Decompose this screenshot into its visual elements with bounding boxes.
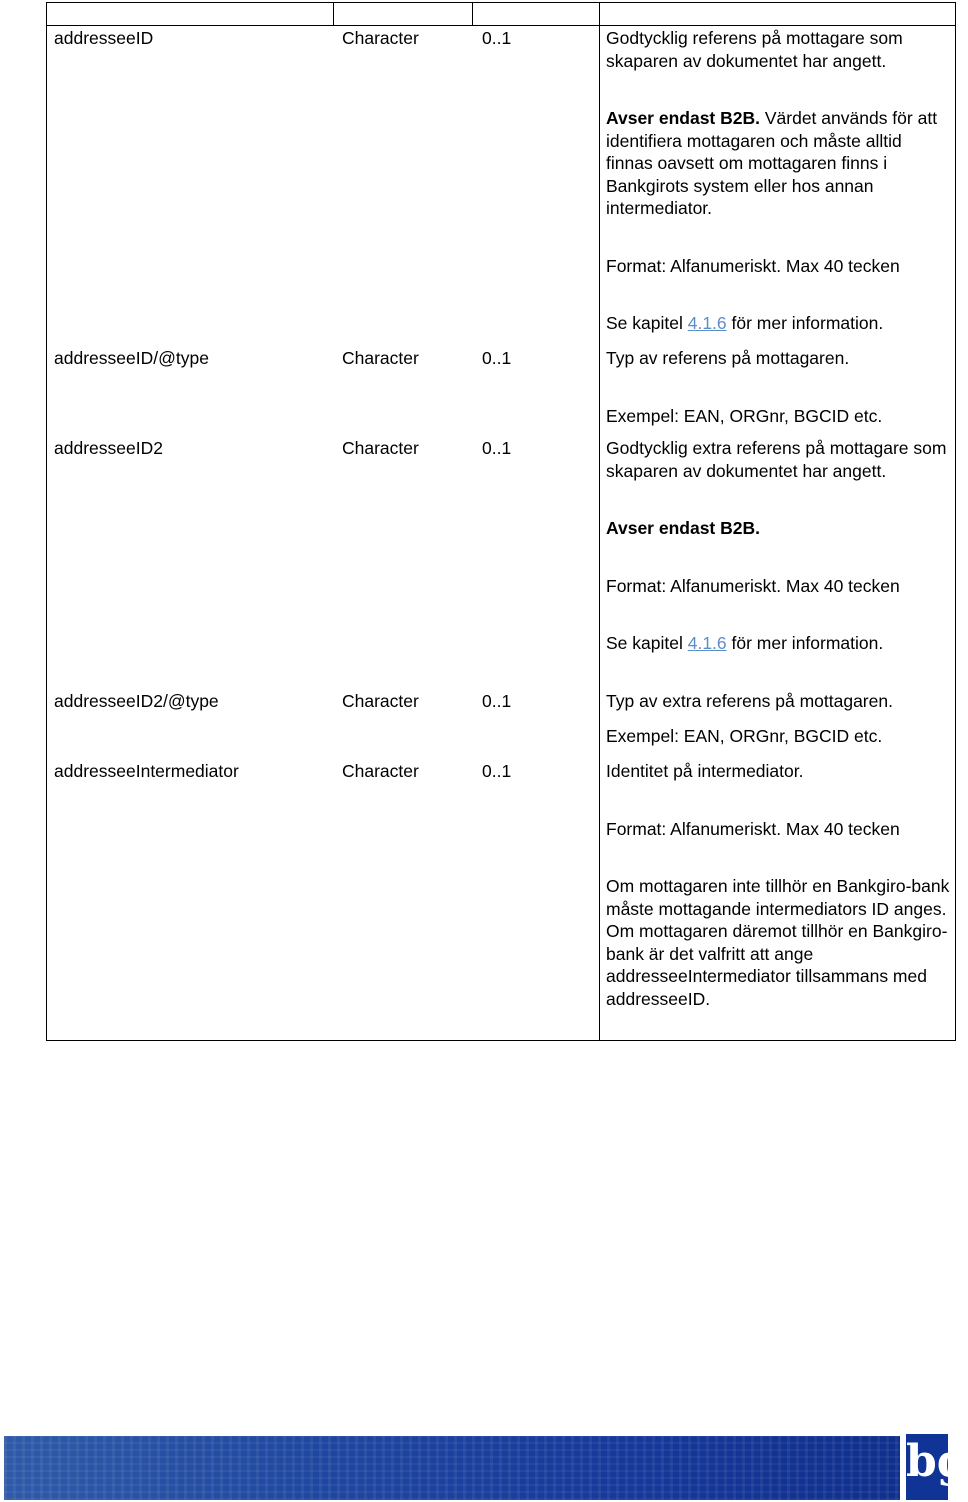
field-name: addresseeID <box>54 28 154 48</box>
b2b-note: Avser endast B2B. <box>606 108 760 128</box>
bankgirot-logo <box>906 1434 968 1500</box>
field-description <box>606 690 951 747</box>
reference-suffix: för mer information. <box>726 313 884 333</box>
field-description <box>606 27 951 335</box>
description-text <box>606 107 951 220</box>
description-text: Identitet på intermediator. <box>606 761 804 781</box>
footer-pattern <box>4 1436 900 1500</box>
format-text: Format: Alfanumeriskt. Max 40 tecken <box>606 818 900 839</box>
column-divider <box>333 3 334 25</box>
b2b-note: Avser endast B2B. <box>606 518 760 538</box>
description-text: Om mottagaren inte tillhör en Bankgiro-bank måste mottagande intermediators ID anges. Om mottagaren däremot tillhör en Bankgiro-bank är det valfritt att ange addresseeIntermediator tillsammans med addresseeID. <box>606 876 950 1009</box>
reference-suffix: för mer information. <box>726 633 884 653</box>
reference-text <box>606 312 951 335</box>
field-name: addresseeID/@type <box>54 348 209 368</box>
field-name: addresseeIntermediator <box>54 761 239 781</box>
column-divider <box>472 3 473 25</box>
column-divider <box>599 3 600 1040</box>
format-text: Format: Alfanumeriskt. Max 40 tecken <box>606 255 900 276</box>
logo-text: bg <box>906 1436 968 1487</box>
reference-text <box>606 632 951 655</box>
field-description <box>606 347 951 427</box>
footer-banner <box>4 1436 900 1500</box>
field-name: addresseeID2/@type <box>54 691 219 711</box>
format-text: Format: Alfanumeriskt. Max 40 tecken <box>606 575 900 596</box>
field-description <box>606 437 951 655</box>
description-text: Typ av extra referens på mottagaren. <box>606 691 893 711</box>
field-type: Character <box>342 691 419 711</box>
description-text: Värdet används för att identifiera mottagaren och måste alltid finnas oavsett om mottagaren finns i Bankgirots system eller hos annan intermediator. <box>606 108 938 218</box>
chapter-link[interactable]: 4.1.6 <box>687 313 727 333</box>
example-text: Exempel: EAN, ORGnr, BGCID etc. <box>606 405 883 426</box>
field-cardinality: 0..1 <box>482 348 512 368</box>
field-type: Character <box>342 438 419 458</box>
description-text: Typ av referens på mottagaren. <box>606 348 850 368</box>
field-type: Character <box>342 348 419 368</box>
field-description <box>606 760 951 1010</box>
field-cardinality: 0..1 <box>482 691 512 711</box>
field-type: Character <box>342 761 419 781</box>
example-text: Exempel: EAN, ORGnr, BGCID etc. <box>606 725 883 746</box>
description-text: Godtycklig referens på mottagare som skaparen av dokumentet har angett. <box>606 28 903 71</box>
field-table <box>46 2 956 1041</box>
field-name: addresseeID2 <box>54 438 163 458</box>
field-cardinality: 0..1 <box>482 438 512 458</box>
field-cardinality: 0..1 <box>482 28 512 48</box>
reference-prefix: Se kapitel <box>606 313 688 333</box>
header-row-divider <box>47 25 955 26</box>
field-type: Character <box>342 28 419 48</box>
description-text: Godtycklig extra referens på mottagare som skaparen av dokumentet har angett. <box>606 438 947 481</box>
field-cardinality: 0..1 <box>482 761 512 781</box>
chapter-link[interactable]: 4.1.6 <box>687 633 727 653</box>
reference-prefix: Se kapitel <box>606 633 688 653</box>
